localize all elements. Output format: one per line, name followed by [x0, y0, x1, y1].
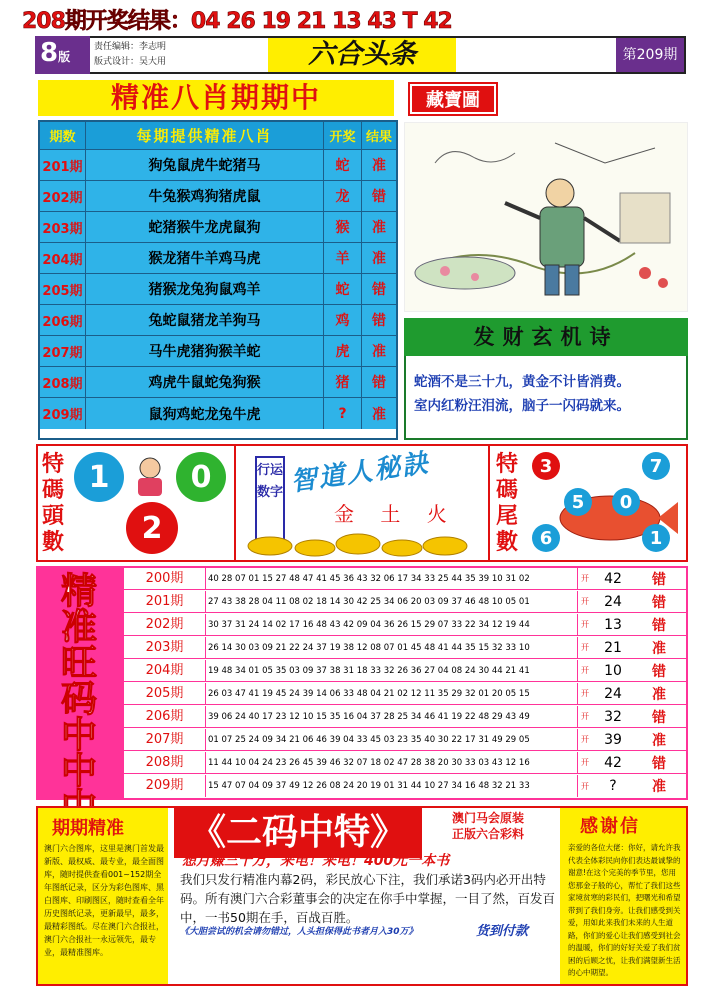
row-draw: 龙	[324, 181, 362, 211]
row-zodiacs: 鼠狗鸡蛇龙兔牛虎	[86, 398, 324, 429]
head-ball: 1	[74, 452, 124, 502]
head-ball: 0	[176, 452, 226, 502]
row-zodiacs: 蛇猪猴牛龙虎鼠狗	[86, 212, 324, 242]
row-period: 202期	[124, 614, 206, 635]
row-draw: 蛇	[324, 150, 362, 180]
row-zodiacs: 狗兔鼠虎牛蛇猪马	[86, 150, 324, 180]
page-number-badge	[35, 36, 90, 74]
head-number-label: 特碼頭數	[41, 452, 64, 555]
tail-ball: 5	[564, 488, 592, 516]
row-period: 203期	[124, 637, 206, 658]
masthead-title: 六合头条	[268, 38, 456, 72]
poem-title-b: 玄机诗	[531, 325, 619, 349]
row-result: 错	[362, 181, 396, 211]
row-open: 42	[604, 754, 622, 771]
draw-result-headline: 208期开奖结果：04 26 19 21 13 43 T 42	[22, 9, 452, 34]
row-period: 205期	[124, 683, 206, 704]
row-zodiacs: 马牛虎猪狗猴羊蛇	[86, 336, 324, 366]
row-result: 准	[362, 212, 396, 242]
table-row	[40, 212, 396, 243]
table-row	[40, 336, 396, 367]
designer-credit: 版式设计：吴大用	[94, 57, 167, 67]
row-open: 10	[604, 662, 622, 679]
child-figure-icon	[128, 454, 172, 498]
row-period: 204期	[40, 243, 86, 273]
col-result: 结果	[362, 122, 396, 149]
tail-ball: 1	[642, 524, 670, 552]
row-draw: 鸡	[324, 305, 362, 335]
open-label: 开	[581, 689, 589, 699]
row-period: 208期	[40, 367, 86, 397]
credits	[94, 40, 166, 70]
row-period: 207期	[124, 729, 206, 750]
col-zodiacs: 每期提供精准八肖	[86, 122, 324, 149]
row-result: 错	[652, 755, 666, 772]
row-period: 203期	[40, 212, 86, 242]
table-row	[40, 243, 396, 274]
issue-badge: 第209期	[616, 38, 684, 72]
table-row	[40, 150, 396, 181]
row-result: 错	[362, 367, 396, 397]
row-result: 准	[652, 732, 666, 749]
ad-subtitle	[426, 810, 550, 842]
row-open: 24	[604, 685, 622, 702]
row-numbers: 30 37 31 24 14 02 17 16 48 43 42 09 04 36 26 15 29 07 33 22 34 12 19 44	[206, 614, 578, 635]
row-period: 209期	[124, 775, 206, 797]
row-result: 准	[652, 779, 666, 796]
row-zodiacs: 兔蛇鼠猪龙羊狗马	[86, 305, 324, 335]
row-numbers: 26 03 47 41 19 45 24 39 14 06 33 48 04 21 02 12 11 35 29 32 01 20 05 15	[206, 683, 578, 704]
row-open: 32	[604, 708, 622, 725]
open-label: 开	[581, 712, 589, 722]
row-draw: ?	[324, 398, 362, 429]
table-row	[40, 305, 396, 336]
tail-ball: 3	[532, 452, 560, 480]
row-result: 准	[652, 686, 666, 703]
row-numbers: 40 28 07 01 15 27 48 47 41 45 36 43 32 06 17 34 33 25 44 35 39 10 31 02	[206, 568, 578, 589]
table-row	[124, 637, 686, 659]
poem-line-2: 室内红粉汪泪流，脑子一闪码就来。	[414, 398, 630, 414]
lucky-codes-label: 精准旺码中中	[60, 571, 97, 792]
row-result: 准	[652, 640, 666, 657]
accuracy-text: 澳门六合图库，这里是澳门首发最新版、最权威、最专业，最全面图库，随时提供查看001~152期全年图纸记录，区分为彩色图库、黑白图库、印刷图区，随时查看全年历史图纸记录，更新最早，最多，最精彩图纸。尽在澳门六合报社，澳门六合报社一永远领先，最专业，最精准图库。	[44, 844, 164, 957]
five-elements: 金 土 火	[334, 502, 457, 526]
row-numbers: 15 47 07 04 09 37 49 12 26 08 24 20 19 01 31 44 10 27 34 16 48 32 21 33	[206, 775, 578, 797]
table-row	[124, 568, 686, 590]
open-label: 开	[581, 781, 589, 791]
table-row	[124, 752, 686, 774]
divider	[234, 444, 236, 562]
poem-title-a: 发财	[473, 325, 532, 349]
table-row	[124, 775, 686, 797]
row-period: 201期	[124, 591, 206, 612]
man-by-pond-drawing	[405, 123, 689, 313]
ad-slogan: 想月赚三十万，来电！来电！400元一本书	[182, 853, 450, 869]
eight-zodiac-title: 精准八肖期期中	[38, 80, 394, 116]
table-row	[124, 614, 686, 636]
row-period: 204期	[124, 660, 206, 681]
row-numbers: 11 44 10 04 24 23 26 45 39 46 32 07 18 02 47 28 38 20 30 33 03 43 12 16	[206, 752, 578, 773]
row-zodiacs: 猪猴龙兔狗鼠鸡羊	[86, 274, 324, 304]
row-period: 209期	[40, 398, 86, 429]
row-numbers: 19 48 34 01 05 35 03 09 37 38 31 18 33 32 26 36 27 04 08 24 30 44 21 41	[206, 660, 578, 681]
row-result: 错	[652, 571, 666, 588]
head-ball: 2	[126, 502, 178, 554]
tail-ball: 0	[612, 488, 640, 516]
row-numbers: 26 14 30 03 09 21 22 24 37 19 38 12 08 07 01 45 48 41 44 35 15 32 33 10	[206, 637, 578, 658]
secret-formula-title: 智道人秘訣	[288, 448, 432, 498]
page-number: 8	[40, 38, 59, 68]
row-period: 208期	[124, 752, 206, 773]
treasure-map-label: 藏寶圖	[410, 84, 496, 114]
lucky-number-label: 行运数字	[255, 456, 285, 548]
ad-body: 我们只发行精准内幕2码，彩民放心下注，我们承诺3码内必开出特码。所有澳门六合彩董事会的决定在你手中掌握，一目了然，百发百中，一书50期在手，百战百胜。	[180, 872, 556, 925]
tail-number-label: 特碼尾數	[495, 452, 518, 555]
open-label: 开	[581, 574, 589, 584]
table-row	[40, 398, 396, 429]
table-row	[124, 729, 686, 751]
row-zodiacs: 猴龙猪牛羊鸡马虎	[86, 243, 324, 273]
row-period: 206期	[40, 305, 86, 335]
open-label: 开	[581, 597, 589, 607]
row-result: 错	[652, 663, 666, 680]
row-result: 准	[362, 243, 396, 273]
tail-ball: 7	[642, 452, 670, 480]
accuracy-title: 期期精准	[52, 818, 124, 839]
ad-subtitle-1: 澳门马会原装	[451, 811, 524, 825]
tail-ball: 6	[532, 524, 560, 552]
zodiac-table	[38, 120, 398, 440]
row-draw: 蛇	[324, 274, 362, 304]
row-result: 准	[362, 150, 396, 180]
row-open: ?	[609, 778, 617, 795]
table-row	[40, 367, 396, 398]
row-draw: 虎	[324, 336, 362, 366]
row-period: 206期	[124, 706, 206, 727]
table-row	[124, 591, 686, 613]
open-label: 开	[581, 620, 589, 630]
open-label: 开	[581, 758, 589, 768]
table-row	[124, 660, 686, 682]
poem-line-1: 蛇酒不是三十九，黄金不计皆消费。	[414, 374, 630, 390]
open-label: 开	[581, 666, 589, 676]
page-suffix: 版	[58, 50, 71, 64]
ad-footer: 《大胆尝试的机会请勿错过，人头担保得此书者月入30万》	[180, 927, 418, 937]
open-label: 开	[581, 643, 589, 653]
row-zodiacs: 鸡虎牛鼠蛇兔狗猴	[86, 367, 324, 397]
row-numbers: 39 06 24 40 17 23 12 10 15 35 16 04 37 28 25 34 46 41 19 22 48 29 43 49	[206, 706, 578, 727]
editor-credit: 责任编辑：李志明	[94, 42, 167, 52]
table-row	[124, 683, 686, 705]
row-period: 200期	[124, 568, 206, 589]
divider	[488, 444, 490, 562]
row-result: 错	[652, 594, 666, 611]
zodiac-table-header	[40, 122, 396, 150]
row-period: 207期	[40, 336, 86, 366]
row-zodiacs: 牛兔猴鸡狗猪虎鼠	[86, 181, 324, 211]
table-row	[40, 274, 396, 305]
row-open: 24	[604, 593, 622, 610]
codes-table	[122, 566, 688, 800]
thanks-letter-text: 亲爱的各位大佬：你好，请允许我代表全体彩民向你们表达最诚挚的谢意!在这个完美的季节里，您用您那金子般的心，帮忙了我们这些家境贫寒的彩民们，把曙光和希望带到了我们身旁。让我们感受到关爱，用如此来我们未来的人生道路，你们的爱心让我们感受到社会的温暖，你们的好好关爱了我们贫困的后顾之忧，让我们满望新生活的心中期望。	[568, 843, 681, 977]
row-draw: 猪	[324, 367, 362, 397]
row-period: 201期	[40, 150, 86, 180]
table-row	[40, 181, 396, 212]
ad-subtitle-2: 正版六合彩料	[451, 827, 524, 841]
poem-title	[404, 318, 688, 356]
row-open: 21	[604, 639, 622, 656]
row-result: 错	[652, 709, 666, 726]
thanks-letter-title: 感谢信	[580, 816, 640, 837]
row-result: 错	[362, 274, 396, 304]
row-result: 错	[362, 305, 396, 335]
row-result: 准	[362, 398, 396, 429]
gold-ingots-icon	[240, 526, 476, 558]
table-row	[124, 706, 686, 728]
row-open: 13	[604, 616, 622, 633]
poem-text	[414, 370, 684, 418]
row-result: 错	[652, 617, 666, 634]
open-label: 开	[581, 735, 589, 745]
col-period: 期数	[40, 122, 86, 149]
row-draw: 猴	[324, 212, 362, 242]
row-result: 准	[362, 336, 396, 366]
row-period: 202期	[40, 181, 86, 211]
col-draw: 开奖	[324, 122, 362, 149]
treasure-map-illustration	[404, 122, 688, 312]
row-numbers: 01 07 25 24 09 34 21 06 46 39 04 33 45 03 23 35 40 30 22 17 31 49 29 05	[206, 729, 578, 750]
cash-on-delivery: 货到付款	[476, 924, 529, 939]
two-code-title: 《二码中特》	[174, 808, 422, 858]
row-open: 39	[604, 731, 622, 748]
row-period: 205期	[40, 274, 86, 304]
row-open: 42	[604, 570, 622, 587]
row-numbers: 27 43 38 28 04 11 08 02 18 14 30 42 25 34 06 20 03 09 37 46 48 10 05 01	[206, 591, 578, 612]
row-draw: 羊	[324, 243, 362, 273]
